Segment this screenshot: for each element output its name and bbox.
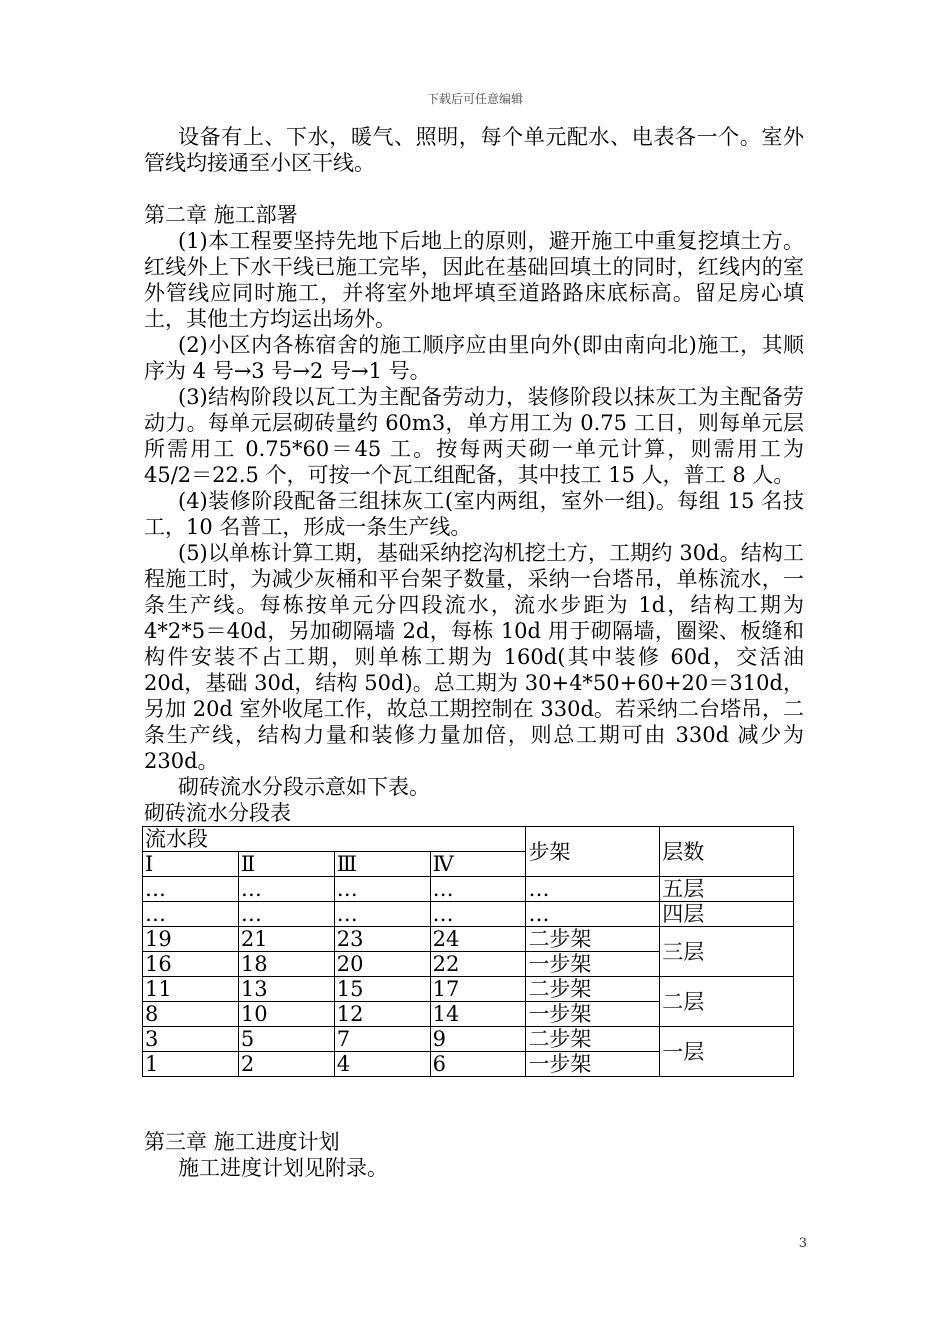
table-cell: 23 bbox=[334, 927, 430, 952]
table-cell: 2 bbox=[238, 1052, 334, 1077]
page-number: 3 bbox=[798, 1236, 807, 1251]
document-body bbox=[144, 124, 804, 1181]
chapter-2-paragraph-4: (4)装修阶段配备三组抹灰工(室内两组，室外一组)。每组 15 名技工，10 名普工，形成一条生产线。 bbox=[144, 489, 804, 539]
chapter-3-title: 第三章 施工进度计划 bbox=[144, 1130, 340, 1154]
table-cell: 22 bbox=[430, 952, 526, 977]
intro-paragraph: 设备有上、下水，暖气、照明，每个单元配水、电表各一个。室外管线均接通至小区干线。 bbox=[144, 125, 804, 175]
chapter-2-paragraph-5: (5)以单栋计算工期，基础采纳挖沟机挖土方，工期约 30d。结构工程施工时，为减少灰桶和平台架子数量，采纳一台塔吊，单栋流水，一条生产线。每栋按单元分四段流水，流水步距为 1d，结构工期为 4*2*5＝40d，另加砌隔墙 2d，每栋 10d 用于砌隔墙，圈梁、板缝和构件安装不占工期，则单栋工期为 160d(其中装修 60d，交活油 20d，基础 30d，结构 50d)。总工期为 30+4*50+60+20＝310d，另加 20d 室外收尾工作，故总工期控制在 330d。若采纳二台塔吊，二条生产线，结构力量和装修力量加倍，则总工期可由 330d 减少为 230d。 bbox=[144, 541, 804, 773]
step-cell: 一步架 bbox=[526, 1052, 660, 1077]
table-cell: 19 bbox=[143, 927, 239, 952]
floor-cell: 三层 bbox=[660, 927, 794, 977]
segment-header: Ⅳ bbox=[430, 852, 526, 877]
table-cell: 17 bbox=[430, 977, 526, 1002]
table-cell: … bbox=[430, 877, 526, 902]
table-cell: 5 bbox=[238, 1027, 334, 1052]
page-header: 下载后可任意编辑 bbox=[426, 92, 523, 106]
table-cell: 16 bbox=[143, 952, 239, 977]
table-cell: 21 bbox=[238, 927, 334, 952]
header-flow-segment: 流水段 bbox=[143, 827, 526, 852]
step-cell: 二步架 bbox=[526, 927, 660, 952]
table-cell: 7 bbox=[334, 1027, 430, 1052]
table-cell: 14 bbox=[430, 1002, 526, 1027]
table-cell: 20 bbox=[334, 952, 430, 977]
table-cell: 8 bbox=[143, 1002, 239, 1027]
chapter-2-paragraph-2: (2)小区内各栋宿舍的施工顺序应由里向外(即由南向北)施工，其顺序为 4 号→3 号→2 号→1 号。 bbox=[144, 333, 804, 383]
chapter-2-title: 第二章 施工部署 bbox=[144, 203, 298, 227]
step-cell: 二步架 bbox=[526, 1027, 660, 1052]
table-cell: … bbox=[334, 902, 430, 927]
table-cell: … bbox=[143, 902, 239, 927]
table-cell: 13 bbox=[238, 977, 334, 1002]
table-cell: 24 bbox=[430, 927, 526, 952]
table-row bbox=[143, 877, 794, 902]
table-cell: … bbox=[334, 877, 430, 902]
header-step: 步架 bbox=[526, 827, 660, 877]
chapter-2-paragraph-1: (1)本工程要坚持先地下后地上的原则，避开施工中重复挖填土方。红线外上下水干线已施工完毕，因此在基础回填土的同时，红线内的室外管线应同时施工，并将室外地坪填至道路路床底标高。留足房心填土，其他土方均运出场外。 bbox=[144, 229, 804, 331]
segment-header: Ⅲ bbox=[334, 852, 430, 877]
table-cell: 12 bbox=[334, 1002, 430, 1027]
table-caption: 砌砖流水分段表 bbox=[144, 801, 291, 825]
step-cell: 一步架 bbox=[526, 952, 660, 977]
floor-cell: 四层 bbox=[660, 902, 794, 927]
table-cell: 11 bbox=[143, 977, 239, 1002]
table-cell: 6 bbox=[430, 1052, 526, 1077]
table-row bbox=[143, 927, 794, 952]
step-cell: … bbox=[526, 877, 660, 902]
chapter-2-paragraph-6: 砌砖流水分段示意如下表。 bbox=[178, 775, 430, 799]
table-row bbox=[143, 1027, 794, 1052]
floor-cell: 二层 bbox=[660, 977, 794, 1027]
table-row bbox=[143, 902, 794, 927]
table-cell: 15 bbox=[334, 977, 430, 1002]
table-cell: 10 bbox=[238, 1002, 334, 1027]
segment-header: Ⅱ bbox=[238, 852, 334, 877]
step-cell: … bbox=[526, 902, 660, 927]
table-row bbox=[143, 977, 794, 1002]
step-cell: 一步架 bbox=[526, 1002, 660, 1027]
chapter-3-paragraph-1: 施工进度计划见附录。 bbox=[178, 1156, 388, 1180]
table-cell: … bbox=[430, 902, 526, 927]
segment-header: Ⅰ bbox=[143, 852, 239, 877]
table-cell: 18 bbox=[238, 952, 334, 977]
table-cell: 3 bbox=[143, 1027, 239, 1052]
header-floor: 层数 bbox=[660, 827, 794, 877]
floor-cell: 一层 bbox=[660, 1027, 794, 1077]
table-cell: 9 bbox=[430, 1027, 526, 1052]
step-cell: 二步架 bbox=[526, 977, 660, 1002]
floor-cell: 五层 bbox=[660, 877, 794, 902]
table-cell: 4 bbox=[334, 1052, 430, 1077]
table-cell: … bbox=[143, 877, 239, 902]
table-cell: … bbox=[238, 877, 334, 902]
table-cell: 1 bbox=[143, 1052, 239, 1077]
chapter-2-paragraph-3: (3)结构阶段以瓦工为主配备劳动力，装修阶段以抹灰工为主配备劳动力。每单元层砌砖量约 60m3，单方用工为 0.75 工日，则每单元层所需用工 0.75*60＝45 工。按每两天砌一单元计算，则需用工为 45/2＝22.5 个，可按一个瓦工组配备，其中技工 15 人，普工 8 人。 bbox=[144, 385, 804, 487]
table-cell: … bbox=[238, 902, 334, 927]
masonry-flow-table bbox=[142, 826, 794, 1077]
